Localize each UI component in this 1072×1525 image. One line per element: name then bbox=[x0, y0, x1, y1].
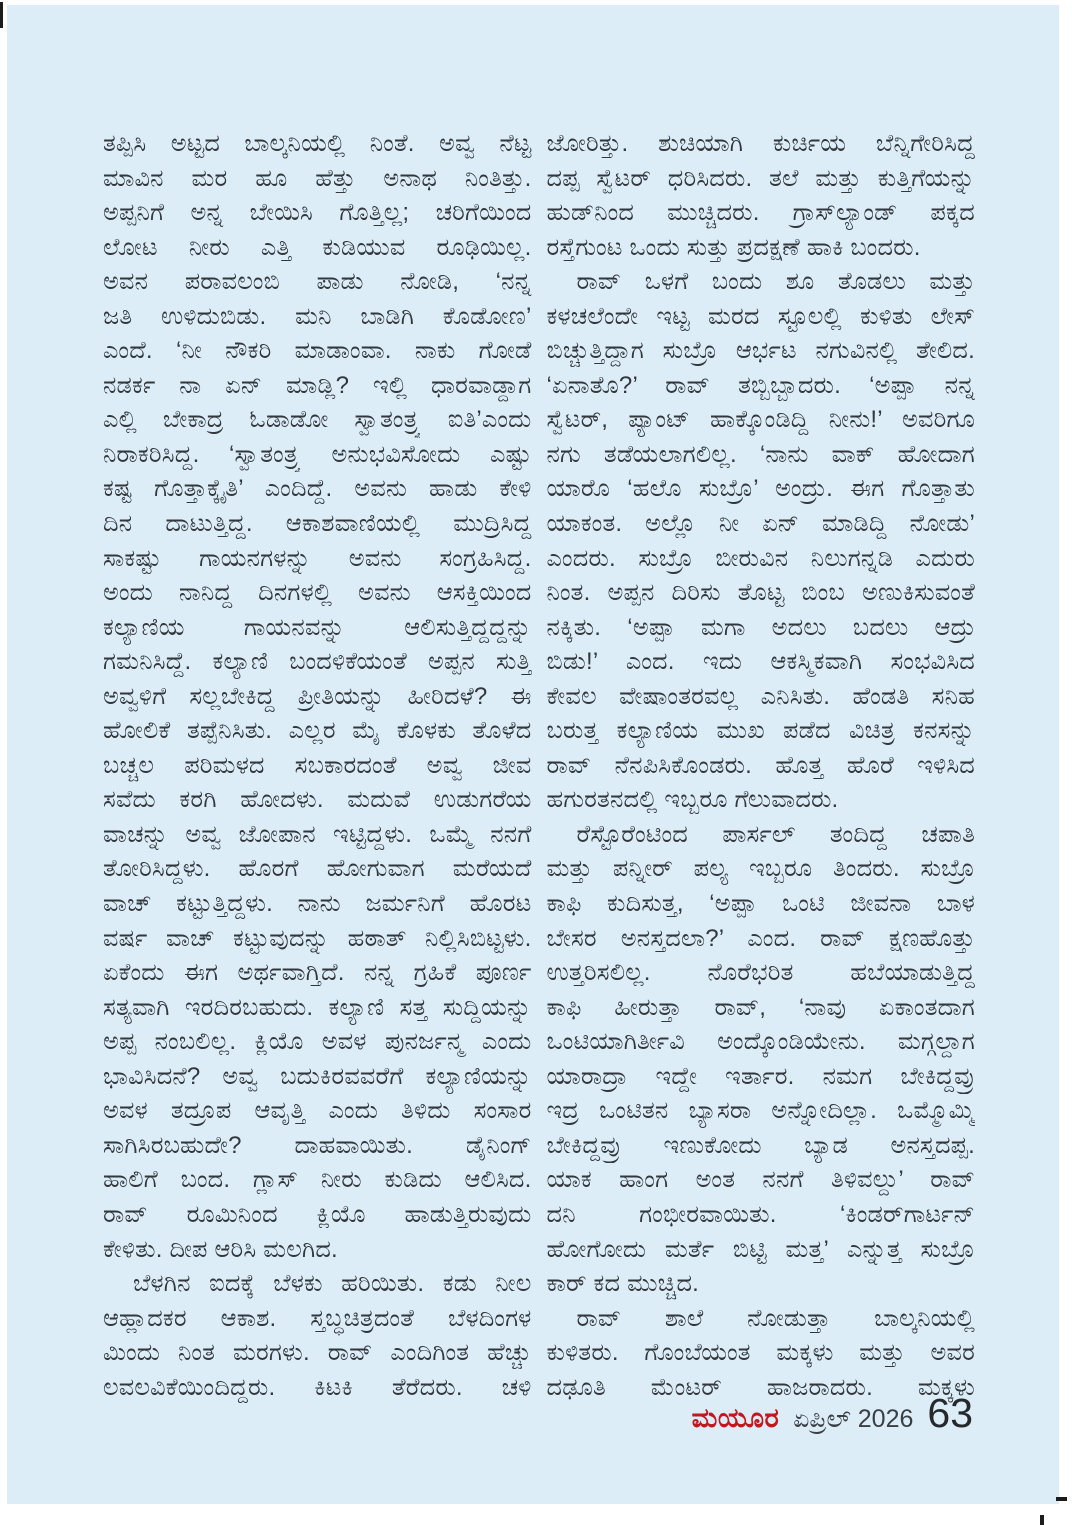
text-line: ನಡರ್ಕ ನಾ ಏನ್ ಮಾಡ್ಲಿ? ಇಲ್ಲಿ ಧಾರವಾಡ್ದಾಗ bbox=[103, 371, 532, 399]
text-line: ರಾವ್ ಶಾಲೆ ನೋಡುತ್ತಾ ಬಾಲ್ಕನಿಯಲ್ಲಿ bbox=[576, 1304, 975, 1332]
text-line: ಆಹ್ಲಾದಕರ ಆಕಾಶ. ಸ್ತಬ್ಧಚಿತ್ರದಂತೆ ಬೆಳದಿಂಗಳ bbox=[103, 1304, 532, 1332]
text-line: ಭಾವಿಸಿದನೆ? ಅವ್ವ ಬದುಕಿರವವರೆಗೆ ಕಲ್ಯಾಣಿಯನ್ನು bbox=[103, 1062, 532, 1090]
issue-date: ಏಪ್ರಿಲ್ 2026 bbox=[793, 1405, 914, 1433]
text-line: ಬಚ್ಚಲ ಪರಿಮಳದ ಸಬಕಾರದಂತೆ ಅವ್ವ ಜೀವ bbox=[103, 751, 532, 779]
text-line: ಬೇಕಿದ್ದವ್ರು ಇಣುಕೋದು ಬ್ಯಾಡ ಅನಸ್ತದಪ್ಪ. bbox=[546, 1131, 975, 1159]
article-column-right bbox=[547, 127, 976, 1405]
article-body bbox=[103, 5, 975, 1405]
text-line: ದಿನ ದಾಟುತ್ತಿದ್ದ. ಆಕಾಶವಾಣಿಯಲ್ಲಿ ಮುದ್ರಿಸಿದ್ದ bbox=[103, 510, 532, 538]
article-column-left bbox=[103, 127, 532, 1405]
text-line: ಮತ್ತು ಪನ್ನೀರ್ ಪಲ್ಯ ಇಬ್ಬರೂ ತಿಂದರು. ಸುಬ್ರೊ bbox=[546, 855, 975, 883]
text-line: ಕಾಫಿ ಕುದಿಸುತ್ತ, ‘ಅಪ್ಪಾ ಒಂಟಿ ಜೀವನಾ ಬಾಳ bbox=[546, 890, 975, 918]
text-line: ಕಾರ್ ಕದ ಮುಚ್ಚಿದ. bbox=[546, 1270, 700, 1298]
text-line: ಯಾರೊ ‘ಹಲೊ ಸುಬ್ರೊ’ ಅಂದ್ರು. ಈಗ ಗೊತ್ತಾತು bbox=[546, 475, 975, 503]
page-footer bbox=[691, 1390, 973, 1436]
text-line: ಕಳಚಲೆಂದೇ ಇಟ್ಟ ಮರದ ಸ್ಟೂಲಲ್ಲಿ ಕುಳಿತು ಲೇಸ್ bbox=[546, 302, 975, 330]
text-line: ಏಕೆಂದು ಈಗ ಅರ್ಥವಾಗ್ತಿದೆ. ನನ್ನ ಗ್ರಹಿಕೆ ಪೂರ್ಣ bbox=[103, 959, 532, 987]
text-line: ಕುಳಿತರು. ಗೊಂಬೆಯಂತ ಮಕ್ಕಳು ಮತ್ತು ಅವರ bbox=[546, 1339, 975, 1367]
text-line: ದಢೂತಿ ಮೆಂಟರ್ ಹಾಜರಾದರು. ಮಕ್ಕಳು bbox=[546, 1373, 975, 1401]
text-line: ಹಾಲಿಗೆ ಬಂದ. ಗ್ಲಾಸ್ ನೀರು ಕುಡಿದು ಆಲಿಸಿದ. bbox=[103, 1166, 532, 1194]
text-line: ಅಂದು ನಾನಿದ್ದ ದಿನಗಳಲ್ಲಿ ಅವನು ಆಸಕ್ತಿಯಿಂದ bbox=[103, 579, 532, 607]
text-line: ಹೋಗೋದು ಮರ್ತೆ ಬಿಟ್ಟಿ ಮತ್ತ’ ಎನ್ನುತ್ತ ಸುಬ್ರೊ bbox=[546, 1235, 975, 1263]
text-line: ತಪ್ಪಿಸಿ ಅಟ್ಟದ ಬಾಲ್ಕನಿಯಲ್ಲಿ ನಿಂತೆ. ಅವ್ವ ನೆಟ್ಟ bbox=[103, 130, 532, 157]
text-line: ಅಪ್ಪ ನಂಬಲಿಲ್ಲ. ಕ್ಲಿಯೊ ಅವಳ ಪುನರ್ಜನ್ಮ ಎಂದು bbox=[103, 1028, 532, 1056]
text-line: ಯಾಕ ಹಾಂಗ ಅಂತ ನನಗೆ ತಿಳಿವಲ್ದು’ ರಾವ್ bbox=[546, 1166, 975, 1194]
text-line: ಕಲ್ಯಾಣಿಯ ಗಾಯನವನ್ನು ಆಲಿಸುತ್ತಿದ್ದದ್ದನ್ನು bbox=[103, 613, 532, 641]
text-line: ದನಿ ಗಂಭೀರವಾಯಿತು. ‘ಕಿಂಡರ್‌ಗಾರ್ಟನ್ bbox=[546, 1200, 975, 1228]
text-line: ಅವಳ ತದ್ರೂಪ ಆವೃತ್ತಿ ಎಂದು ತಿಳಿದು ಸಂಸಾರ bbox=[103, 1097, 532, 1125]
magazine-name: ಮಯೂರ bbox=[691, 1403, 780, 1433]
text-line: ಸಾಗಿಸಿರಬಹುದೇ? ದಾಹವಾಯಿತು. ಡೈನಿಂಗ್ bbox=[103, 1131, 532, 1159]
text-line: ವಾಚ್ ಕಟ್ಟುತ್ತಿದ್ದಳು. ನಾನು ಜರ್ಮನಿಗೆ ಹೊರಟ bbox=[103, 890, 532, 918]
text-line: ಎಂದೆ. ‘ನೀ ನೌಕರಿ ಮಾಡಾಂವಾ. ನಾಕು ಗೋಡೆ bbox=[103, 337, 532, 365]
text-line: ಯಾರಾದ್ರಾ ಇದ್ದೇ ಇರ್ತಾರ. ನಮಗ ಬೇಕಿದ್ದವ್ರು bbox=[546, 1062, 975, 1090]
text-line: ಬೇಸರ ಅನಸ್ತದಲಾ?’ ಎಂದ. ರಾವ್ ಕ್ಷಣಹೊತ್ತು bbox=[546, 924, 975, 952]
text-line: ಮಿಂದು ನಿಂತ ಮರಗಳು. ರಾವ್ ಎಂದಿಗಿಂತ ಹೆಚ್ಚು bbox=[103, 1339, 532, 1367]
text-line: ಹಗುರತನದಲ್ಲಿ ಇಬ್ಬರೂ ಗೆಲುವಾದರು. bbox=[546, 786, 839, 814]
text-line: ಕೇವಲ ವೇಷಾಂತರವಲ್ಲ ಎನಿಸಿತು. ಹೆಂಡತಿ ಸನಿಹ bbox=[546, 682, 975, 710]
text-line: ನಿಂತ. ಅಪ್ಪನ ದಿರಿಸು ತೊಟ್ಟ ಬಿಂಬ ಅಣುಕಿಸುವಂತೆ bbox=[546, 579, 975, 607]
text-line: ಮಾವಿನ ಮರ ಹೂ ಹೆತ್ತು ಅನಾಥ ನಿಂತಿತ್ತು. bbox=[103, 164, 532, 192]
text-line: ರಾವ್ ರೂಮಿನಿಂದ ಕ್ಲಿಯೊ ಹಾಡುತ್ತಿರುವುದು bbox=[103, 1200, 532, 1228]
text-line: ಸಾಕಷ್ಟು ಗಾಯನಗಳನ್ನು ಅವನು ಸಂಗ್ರಹಿಸಿದ್ದ. bbox=[103, 544, 532, 572]
text-line: ರಾವ್ ನೆನಪಿಸಿಕೊಂಡರು. ಹೊತ್ತ ಹೊರೆ ಇಳಿಸಿದ bbox=[546, 751, 975, 779]
text-line: ಬರುತ್ತ ಕಲ್ಯಾಣಿಯ ಮುಖ ಪಡೆದ ವಿಚಿತ್ರ ಕನಸನ್ನು bbox=[546, 717, 975, 745]
text-line: ಕಾಫಿ ಹೀರುತ್ತಾ ರಾವ್, ‘ನಾವು ಏಕಾಂತದಾಗ bbox=[546, 993, 975, 1021]
crop-mark-top-left bbox=[0, 2, 3, 28]
text-line: ನಗು ತಡೆಯಲಾಗಲಿಲ್ಲ. ‘ನಾನು ವಾಕ್ ಹೋದಾಗ bbox=[546, 440, 975, 468]
text-line: ಜತಿ ಉಳಿದುಬಿಡು. ಮನಿ ಬಾಡಿಗಿ ಕೊಡೋಣ’ bbox=[103, 302, 532, 330]
text-line: ಬಿಚ್ಚುತ್ತಿದ್ದಾಗ ಸುಬ್ರೊ ಆರ್ಭಟ ನಗುವಿನಲ್ಲಿ ತೇಲಿದ. bbox=[546, 337, 975, 365]
text-line: ಲವಲವಿಕೆಯಿಂದಿದ್ದರು. ಕಿಟಕಿ ತೆರೆದರು. ಚಳಿ bbox=[103, 1373, 532, 1401]
text-line: ಸ್ವೆಟರ್, ಪ್ಯಾಂಟ್ ಹಾಕ್ಕೊಂಡಿದ್ದಿ ನೀನು!’ ಅವರಿಗೂ bbox=[546, 406, 975, 434]
text-line: ಇದ್ರ ಒಂಟಿತನ ಬ್ಯಾಸರಾ ಅನ್ನೋದಿಲ್ಲಾ. ಒಮ್ಮೊಮ್ಮಿ bbox=[546, 1097, 975, 1125]
text-line: ರಸ್ತೆಗುಂಟ ಒಂದು ಸುತ್ತು ಪ್ರದಕ್ಷಣೆ ಹಾಕಿ ಬಂದರು. bbox=[546, 233, 921, 261]
text-line: ಕಷ್ಟ ಗೊತ್ತಾಕ್ಕೈತಿ’ ಎಂದಿದ್ದೆ. ಅವನು ಹಾಡು ಕೇಳಿ bbox=[103, 475, 532, 503]
text-line: ಬೆಳಗಿನ ಐದಕ್ಕೆ ಬೆಳಕು ಹರಿಯಿತು. ಕಡು ನೀಲ bbox=[133, 1270, 532, 1298]
text-line: ಒಂಟಿಯಾಗಿರ್ತೀವಿ ಅಂದ್ಕೊಂಡಿಯೇನು. ಮಗ್ಗಲ್ದಾಗ bbox=[546, 1028, 975, 1056]
text-line: ವರ್ಷ ವಾಚ್ ಕಟ್ಟುವುದನ್ನು ಹಠಾತ್ ನಿಲ್ಲಿಸಿಬಿಟ್ಟಳು. bbox=[103, 924, 532, 952]
text-line: ಹೋಲಿಕೆ ತಪ್ಪೆನಿಸಿತು. ಎಲ್ಲರ ಮೈ ಕೊಳಕು ತೊಳೆದ bbox=[103, 717, 532, 745]
text-line: ಯಾಕಂತ. ಅಲ್ಲೊ ನೀ ಏನ್ ಮಾಡಿದ್ದಿ ನೋಡು’ bbox=[546, 510, 975, 538]
text-line: ಸವೆದು ಕರಗಿ ಹೋದಳು. ಮದುವೆ ಉಡುಗರೆಯ bbox=[103, 786, 532, 814]
text-line: ‘ಏನಾತೊ?’ ರಾವ್ ತಬ್ಬಿಬ್ಬಾದರು. ‘ಅಪ್ಪಾ ನನ್ನ bbox=[546, 371, 975, 399]
text-line: ಜೋರಿತ್ತು. ಶುಚಿಯಾಗಿ ಕುರ್ಚಿಯ ಬೆನ್ನಿಗೇರಿಸಿದ್ದ bbox=[546, 130, 975, 157]
page-number: 63 bbox=[927, 1390, 973, 1436]
text-line: ಅವ್ವಳಿಗೆ ಸಲ್ಲಬೇಕಿದ್ದ ಪ್ರೀತಿಯನ್ನು ಹೀರಿದಳೆ? ಈ bbox=[103, 682, 532, 710]
text-line: ಬಿಡು!’ ಎಂದ. ಇದು ಆಕಸ್ಮಿಕವಾಗಿ ಸಂಭವಿಸಿದ bbox=[546, 648, 975, 676]
text-line: ವಾಚನ್ನು ಅವ್ವ ಜೋಪಾನ ಇಟ್ಟಿದ್ದಳು. ಒಮ್ಮೆ ನನಗೆ bbox=[103, 820, 532, 848]
text-line: ಕೇಳಿತು. ದೀಪ ಆರಿಸಿ ಮಲಗಿದ. bbox=[103, 1235, 338, 1263]
magazine-page bbox=[7, 5, 1059, 1504]
crop-mark-bottom-right-vertical bbox=[1040, 1515, 1044, 1525]
text-line: ಎಲ್ಲಿ ಬೇಕಾದ್ರ ಓಡಾಡೋ ಸ್ವಾತಂತ್ರ್ಯ ಐತಿ’ಎಂದು bbox=[103, 406, 532, 434]
text-line: ದಪ್ಪ ಸ್ವೆಟರ್ ಧರಿಸಿದರು. ತಲೆ ಮತ್ತು ಕುತ್ತಿಗೆಯನ್ನು bbox=[546, 164, 975, 192]
text-line: ರಾವ್ ಒಳಗೆ ಬಂದು ಶೂ ತೊಡಲು ಮತ್ತು bbox=[576, 268, 975, 296]
text-line: ನಿರಾಕರಿಸಿದ್ದ. ‘ಸ್ವಾತಂತ್ರ್ಯ ಅನುಭವಿಸೋದು ಎಷ್ಟು bbox=[103, 440, 532, 468]
text-line: ರೆಸ್ಟೊರೆಂಟಿಂದ ಪಾರ್ಸಲ್ ತಂದಿದ್ದ ಚಪಾತಿ bbox=[576, 820, 975, 848]
text-line: ಅಪ್ಪನಿಗೆ ಅನ್ನ ಬೇಯಿಸಿ ಗೊತ್ತಿಲ್ಲ; ಚರಿಗೆಯಿಂದ bbox=[103, 199, 532, 227]
text-line: ಸತ್ಯವಾಗಿ ಇರದಿರಬಹುದು. ಕಲ್ಯಾಣಿ ಸತ್ತ ಸುದ್ದಿಯನ್ನು bbox=[103, 993, 532, 1021]
text-line: ಅವನ ಪರಾವಲಂಬಿ ಪಾಡು ನೋಡಿ, ‘ನನ್ನ bbox=[103, 268, 532, 296]
text-line: ತೋರಿಸಿದ್ದಳು. ಹೊರಗೆ ಹೋಗುವಾಗ ಮರೆಯದೆ bbox=[103, 855, 532, 883]
crop-mark-bottom-right-horizontal bbox=[1056, 1497, 1067, 1501]
text-line: ಲೋಟ ನೀರು ಎತ್ತಿ ಕುಡಿಯುವ ರೂಢಿಯಿಲ್ಲ. bbox=[103, 233, 532, 261]
text-line: ಗಮನಿಸಿದ್ದೆ. ಕಲ್ಯಾಣಿ ಬಂದಳಿಕೆಯಂತೆ ಅಪ್ಪನ ಸುತ್ತಿ bbox=[103, 648, 532, 676]
text-line: ಉತ್ತರಿಸಲಿಲ್ಲ. ನೊರೆಭರಿತ ಹಬೆಯಾಡುತ್ತಿದ್ದ bbox=[546, 959, 975, 987]
text-line: ಹುಡ್‌ನಿಂದ ಮುಚ್ಚಿದರು. ಗ್ರಾಸ್‌ಲ್ಯಾಂಡ್ ಪಕ್ಕದ bbox=[546, 199, 975, 227]
text-line: ಎಂದರು. ಸುಬ್ರೊ ಬೀರುವಿನ ನಿಲುಗನ್ನಡಿ ಎದುರು bbox=[546, 544, 975, 572]
text-line: ನಕ್ಕಿತು. ‘ಅಪ್ಪಾ ಮಗಾ ಅದಲು ಬದಲು ಆದ್ರು bbox=[546, 613, 975, 641]
